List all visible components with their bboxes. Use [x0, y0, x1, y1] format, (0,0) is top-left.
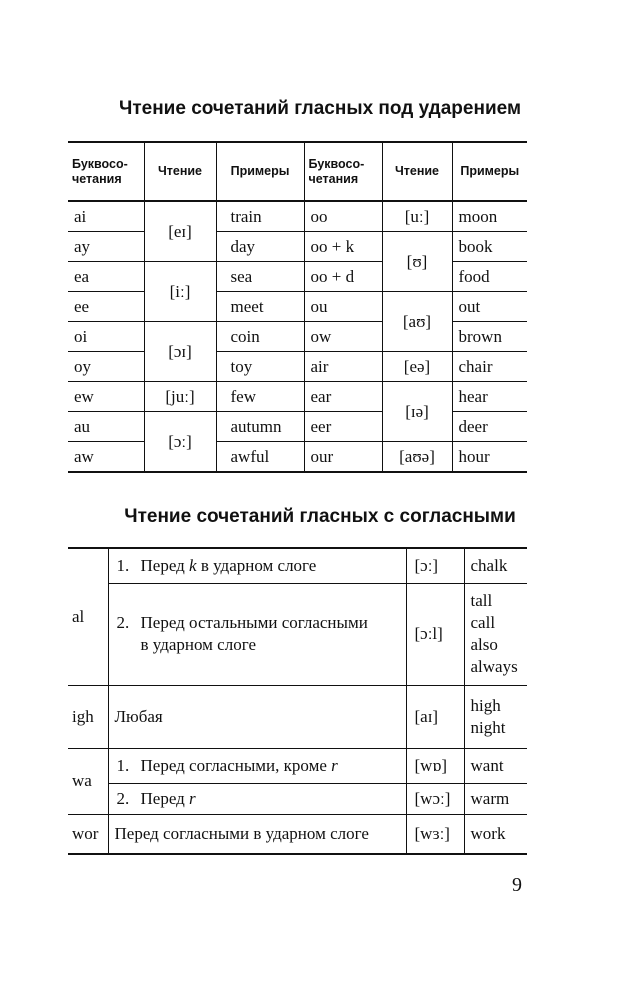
table-row	[68, 382, 527, 412]
table-row	[68, 201, 527, 232]
header-reading: Чтение	[382, 142, 452, 201]
example-cell: out	[452, 292, 527, 322]
reading-cell: [aɪ]	[406, 685, 464, 748]
example-cell: meet	[216, 292, 304, 322]
combination-cell: wa	[68, 748, 108, 814]
example-cell: deer	[452, 412, 527, 442]
table-row	[68, 748, 527, 783]
table-row	[68, 412, 527, 442]
example-cell: train	[216, 201, 304, 232]
reading-cell: [iː]	[144, 262, 216, 322]
example-cell: chalk	[464, 548, 527, 583]
rule-cell: 2. Перед остальными согласными в ударном слоге	[108, 583, 406, 685]
reading-cell: [ʊ]	[382, 232, 452, 292]
reading-cell: [ɔː]	[144, 412, 216, 473]
reading-cell: [eə]	[382, 352, 452, 382]
reading-cell: [aʊə]	[382, 442, 452, 473]
rule-cell: Любая	[108, 685, 406, 748]
rule-cell: Перед согласными в ударном слоге	[108, 814, 406, 854]
header-combination: Буквосо- четания	[304, 142, 382, 201]
rule-cell: 1. Перед k в ударном слоге	[108, 548, 406, 583]
combination-cell: oi	[68, 322, 144, 352]
reading-cell: [ɔːl]	[406, 583, 464, 685]
combination-cell: wor	[68, 814, 108, 854]
combination-cell: oy	[68, 352, 144, 382]
example-cell: few	[216, 382, 304, 412]
combination-cell: ay	[68, 232, 144, 262]
example-cell: sea	[216, 262, 304, 292]
table-row	[68, 442, 527, 473]
example-cell: coin	[216, 322, 304, 352]
section-title-vowels-with-consonants: Чтение сочетаний гласных с согласными	[124, 506, 516, 527]
example-cell: warm	[464, 783, 527, 814]
table-row	[68, 783, 527, 814]
table-row	[68, 583, 527, 685]
table-row	[68, 814, 527, 854]
reading-cell: [uː]	[382, 201, 452, 232]
example-cell: brown	[452, 322, 527, 352]
table-row	[68, 548, 527, 583]
reading-cell: [wɜː]	[406, 814, 464, 854]
vowel-combinations-table	[68, 141, 527, 473]
header-reading: Чтение	[144, 142, 216, 201]
combination-cell: al	[68, 548, 108, 685]
reading-cell: [aʊ]	[382, 292, 452, 352]
example-cell: book	[452, 232, 527, 262]
example-cell: work	[464, 814, 527, 854]
table-row	[68, 292, 527, 322]
example-cell: day	[216, 232, 304, 262]
reading-cell: [ɔː]	[406, 548, 464, 583]
combination-cell: air	[304, 352, 382, 382]
reading-cell: [ɪə]	[382, 382, 452, 442]
header-combination: Буквосо- четания	[68, 142, 144, 201]
combination-cell: ai	[68, 201, 144, 232]
header-examples: Примеры	[216, 142, 304, 201]
reading-cell: [wɒ]	[406, 748, 464, 783]
rule-cell: 1. Перед согласными, кроме r	[108, 748, 406, 783]
table-row	[68, 232, 527, 262]
combination-cell: our	[304, 442, 382, 473]
combination-cell: ea	[68, 262, 144, 292]
example-cell: autumn	[216, 412, 304, 442]
vowel-consonant-table	[68, 547, 527, 855]
example-cell: food	[452, 262, 527, 292]
reading-cell: [eɪ]	[144, 201, 216, 262]
combination-cell: ear	[304, 382, 382, 412]
table-row	[68, 352, 527, 382]
example-cell: want	[464, 748, 527, 783]
combination-cell: eer	[304, 412, 382, 442]
table-row	[68, 262, 527, 292]
example-cell: tall call also always	[464, 583, 527, 685]
combination-cell: ee	[68, 292, 144, 322]
reading-cell: [juː]	[144, 382, 216, 412]
section-title-stressed-vowels: Чтение сочетаний гласных под ударением	[118, 98, 522, 119]
reading-cell: [wɔː]	[406, 783, 464, 814]
combination-cell: ew	[68, 382, 144, 412]
rule-cell: 2. Перед r	[108, 783, 406, 814]
example-cell: moon	[452, 201, 527, 232]
example-cell: hour	[452, 442, 527, 473]
example-cell: awful	[216, 442, 304, 473]
example-cell: chair	[452, 352, 527, 382]
combination-cell: igh	[68, 685, 108, 748]
page-number: 9	[512, 874, 522, 896]
example-cell: hear	[452, 382, 527, 412]
reading-cell: [ɔɪ]	[144, 322, 216, 382]
combination-cell: aw	[68, 442, 144, 473]
combination-cell: ou	[304, 292, 382, 322]
combination-cell: oo + k	[304, 232, 382, 262]
combination-cell: au	[68, 412, 144, 442]
combination-cell: ow	[304, 322, 382, 352]
table-row	[68, 685, 527, 748]
combination-cell: oo + d	[304, 262, 382, 292]
table-header-row	[68, 142, 527, 201]
combination-cell: oo	[304, 201, 382, 232]
header-examples: Примеры	[452, 142, 527, 201]
example-cell: toy	[216, 352, 304, 382]
example-cell: high night	[464, 685, 527, 748]
table-row	[68, 322, 527, 352]
